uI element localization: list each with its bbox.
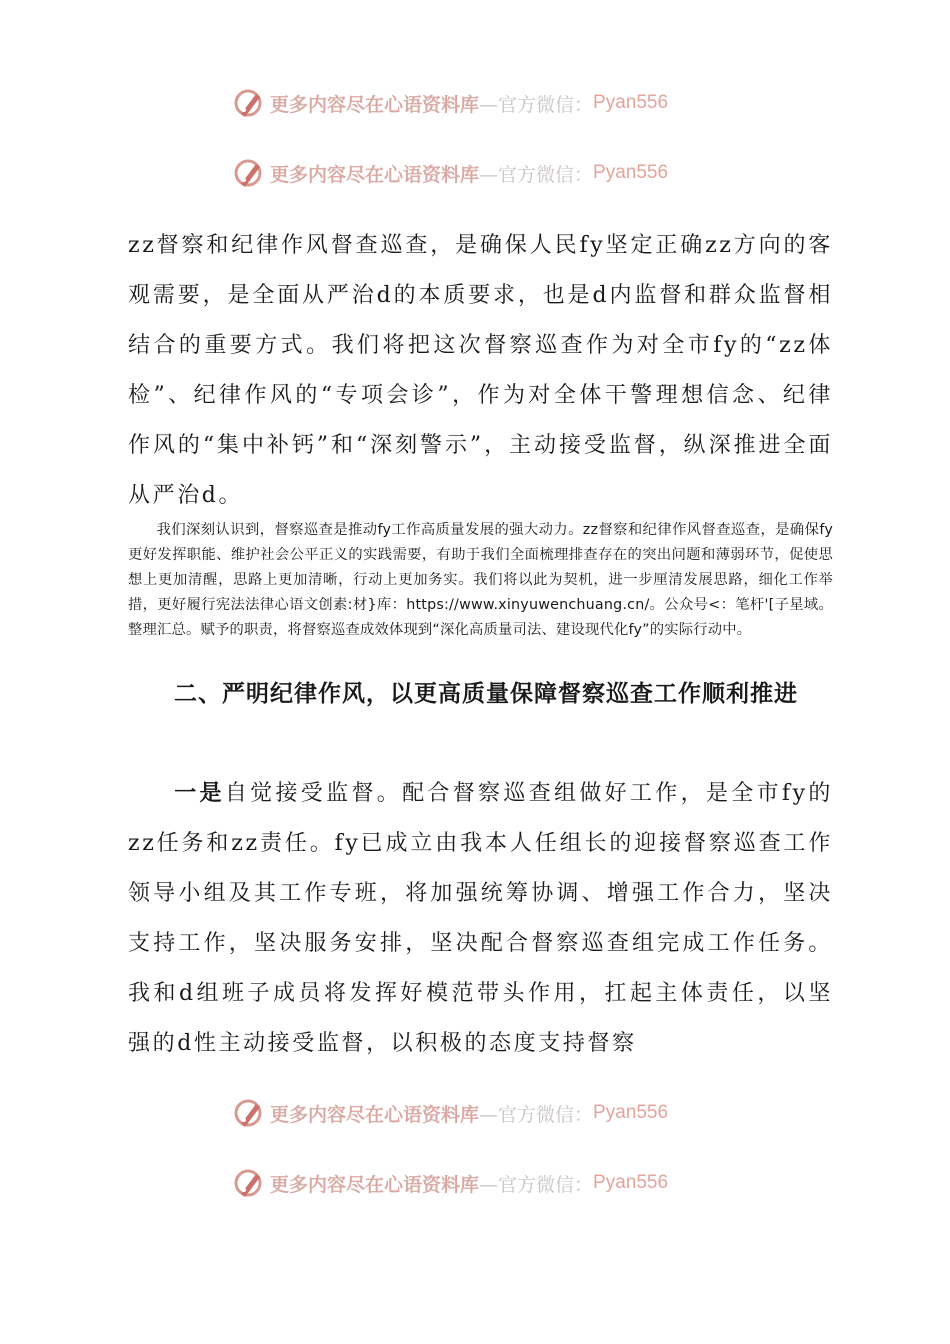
section-heading: 二、严明纪律作风，以更高质量保障督察巡查工作顺利推进: [174, 681, 798, 707]
paragraph-lead: 一是: [174, 781, 225, 806]
watermark-wechat-id: Pyan556: [593, 92, 669, 113]
watermark-banner: [232, 1163, 752, 1203]
watermark-text: 更多内容尽在心语资料库: [270, 1103, 480, 1126]
pen-nib-logo-icon: [232, 1096, 266, 1130]
body-paragraph-1: zz督察和纪律作风督查巡查，是确保人民fy坚定正确zz方向的客观需要，是全面从严治d的本质要求，也是d内监督和群众监督相结合的重要方式。我们将把这次督察巡查作为对全市fy的“zz体检”、纪律作风的“专项会诊”，作为对全体干警理想信念、纪律作风的“集中补钙”和“深刻警示”，主动接受监督，纵深推进全面从严治d。: [128, 233, 833, 508]
watermark-separator: —官方微信：: [479, 163, 594, 186]
watermark-separator: —官方微信：: [479, 1173, 594, 1196]
watermark-wechat-id: Pyan556: [593, 1172, 669, 1193]
watermark-banner: [232, 1093, 752, 1133]
pen-nib-logo-icon: [232, 156, 266, 190]
watermark-wechat-id: Pyan556: [593, 162, 669, 183]
watermark-text: 更多内容尽在心语资料库: [270, 1173, 480, 1196]
watermark-text: 更多内容尽在心语资料库: [270, 93, 480, 116]
watermark-wechat-id: Pyan556: [593, 1102, 669, 1123]
watermark-banner: [232, 83, 752, 123]
pen-nib-logo-icon: [232, 86, 266, 120]
watermark-text: 更多内容尽在心语资料库: [270, 163, 480, 186]
watermark-separator: —官方微信：: [479, 1103, 594, 1126]
pen-nib-logo-icon: [232, 1166, 266, 1200]
body-paragraph-2: 我们深刻认识到，督察巡查是推动fy工作高质量发展的强大动力。zz督察和纪律作风督查巡查，是确保fy更好发挥职能、维护社会公平正义的实践需要，有助于我们全面梳理排查存在的突出问题和薄弱环节，促使思想上更加清醒，思路上更加清晰，行动上更加务实。我们将以此为契机，进一步厘清发展思路，细化工作举措，更好履行宪法法律心语文创素:材}库：https://www.xinyuwenchuang.cn/。公众号<：笔杆'[子星域。整理汇总。赋予的职责，将督察巡查成效体现到“深化高质量司法、建设现代化fy”的实际行动中。: [128, 522, 833, 638]
body-paragraph-3: [128, 769, 833, 1069]
paragraph-body: 自觉接受监督。配合督察巡查组做好工作，是全市fy的zz任务和zz责任。fy已成立由我本人任组长的迎接督察巡查工作领导小组及其工作专班，将加强统筹协调、增强工作合力，坚决支持工作，坚决服务安排，坚决配合督察巡查组完成工作任务。我和d组班子成员将发挥好模范带头作用，扛起主体责任，以坚强的d性主动接受监督，以积极的态度支持督察: [128, 781, 834, 1056]
watermark-separator: —官方微信：: [479, 93, 594, 116]
watermark-banner: [232, 153, 752, 193]
